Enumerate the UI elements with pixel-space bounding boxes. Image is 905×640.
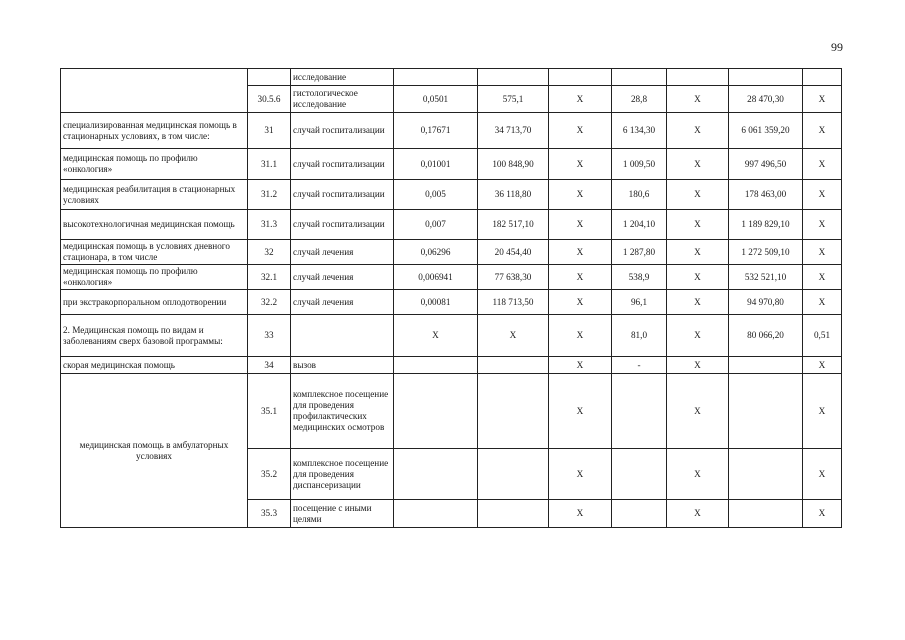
row-v1: Х xyxy=(394,315,478,357)
row-v6: 1 272 509,10 xyxy=(729,240,803,265)
row-number: 31.2 xyxy=(248,180,291,210)
row-v4 xyxy=(612,449,667,500)
table-row xyxy=(61,265,842,290)
row-v1: 0,17671 xyxy=(394,113,478,149)
row-v2: 100 848,90 xyxy=(478,149,549,180)
row-number: 35.2 xyxy=(248,449,291,500)
table-row xyxy=(61,149,842,180)
row-v4 xyxy=(612,374,667,449)
row-v5: Х xyxy=(667,210,729,240)
table-row xyxy=(61,240,842,265)
row-v3: Х xyxy=(549,357,612,374)
row-v4: 96,1 xyxy=(612,290,667,315)
row-v6 xyxy=(729,69,803,86)
row-v2 xyxy=(478,357,549,374)
row-v4: 28,8 xyxy=(612,86,667,113)
row-v3: Х xyxy=(549,290,612,315)
row-number: 35.3 xyxy=(248,500,291,528)
row-number: 30.5.6 xyxy=(248,86,291,113)
row-v3: Х xyxy=(549,265,612,290)
row-unit: комплексное посещение для проведения диспансеризации xyxy=(291,449,394,500)
table-row xyxy=(61,290,842,315)
row-v6 xyxy=(729,500,803,528)
row-v6 xyxy=(729,374,803,449)
row-number: 31.3 xyxy=(248,210,291,240)
row-unit: случай лечения xyxy=(291,240,394,265)
row-v4: 1 287,80 xyxy=(612,240,667,265)
row-v3: Х xyxy=(549,86,612,113)
row-name: высокотехнологичная медицинская помощь xyxy=(61,210,248,240)
row-name: специализированная медицинская помощь в стационарных условиях, в том числе: xyxy=(61,113,248,149)
row-unit: комплексное посещение для проведения профилактических медицинских осмотров xyxy=(291,374,394,449)
row-v7: Х xyxy=(803,357,842,374)
row-v6: 28 470,30 xyxy=(729,86,803,113)
row-v7: Х xyxy=(803,449,842,500)
row-v2: Х xyxy=(478,315,549,357)
row-v3 xyxy=(549,69,612,86)
row-v2 xyxy=(478,69,549,86)
row-unit: случай госпитализации xyxy=(291,149,394,180)
row-name xyxy=(61,69,248,113)
row-v7: Х xyxy=(803,500,842,528)
row-v6: 6 061 359,20 xyxy=(729,113,803,149)
row-v4: 1 204,10 xyxy=(612,210,667,240)
row-unit: случай лечения xyxy=(291,265,394,290)
row-v5: Х xyxy=(667,290,729,315)
row-v1: 0,06296 xyxy=(394,240,478,265)
row-v5: Х xyxy=(667,180,729,210)
row-v3: Х xyxy=(549,180,612,210)
row-v2: 20 454,40 xyxy=(478,240,549,265)
row-name: медицинская помощь по профилю «онкология» xyxy=(61,265,248,290)
row-v6: 532 521,10 xyxy=(729,265,803,290)
row-unit: случай лечения xyxy=(291,290,394,315)
row-v4: 1 009,50 xyxy=(612,149,667,180)
row-v2: 36 118,80 xyxy=(478,180,549,210)
row-v6: 80 066,20 xyxy=(729,315,803,357)
row-v3: Х xyxy=(549,500,612,528)
table-row xyxy=(61,210,842,240)
row-name: скорая медицинская помощь xyxy=(61,357,248,374)
row-v7: Х xyxy=(803,240,842,265)
row-v6 xyxy=(729,449,803,500)
row-v6: 1 189 829,10 xyxy=(729,210,803,240)
row-v1 xyxy=(394,449,478,500)
row-name: медицинская помощь в амбулаторных условиях xyxy=(61,374,248,528)
row-v1: 0,005 xyxy=(394,180,478,210)
row-number: 32 xyxy=(248,240,291,265)
row-unit: гистологическое исследование xyxy=(291,86,394,113)
row-v7 xyxy=(803,69,842,86)
row-v3: Х xyxy=(549,449,612,500)
table-row xyxy=(61,374,842,449)
row-v5: Х xyxy=(667,149,729,180)
row-v5: Х xyxy=(667,86,729,113)
row-v7: Х xyxy=(803,113,842,149)
row-v3: Х xyxy=(549,210,612,240)
services-table xyxy=(60,68,842,528)
row-v4: 180,6 xyxy=(612,180,667,210)
row-number: 31.1 xyxy=(248,149,291,180)
row-v3: Х xyxy=(549,240,612,265)
row-v1: 0,00081 xyxy=(394,290,478,315)
row-v7: Х xyxy=(803,86,842,113)
row-v2: 77 638,30 xyxy=(478,265,549,290)
row-v4 xyxy=(612,500,667,528)
row-v3: Х xyxy=(549,315,612,357)
row-v1 xyxy=(394,500,478,528)
row-v5: Х xyxy=(667,240,729,265)
row-v7: 0,51 xyxy=(803,315,842,357)
row-v5: Х xyxy=(667,113,729,149)
row-v7: Х xyxy=(803,180,842,210)
row-unit: случай госпитализации xyxy=(291,113,394,149)
row-number: 35.1 xyxy=(248,374,291,449)
row-v3: Х xyxy=(549,113,612,149)
row-unit: случай госпитализации xyxy=(291,210,394,240)
row-v2: 575,1 xyxy=(478,86,549,113)
row-v5: Х xyxy=(667,449,729,500)
row-v1: 0,0501 xyxy=(394,86,478,113)
row-v1 xyxy=(394,69,478,86)
row-v1: 0,007 xyxy=(394,210,478,240)
row-v5: Х xyxy=(667,357,729,374)
row-unit: вызов xyxy=(291,357,394,374)
row-v4 xyxy=(612,69,667,86)
row-v7: Х xyxy=(803,149,842,180)
row-number: 34 xyxy=(248,357,291,374)
row-v5 xyxy=(667,69,729,86)
row-v4: 6 134,30 xyxy=(612,113,667,149)
row-number: 32.1 xyxy=(248,265,291,290)
row-v2 xyxy=(478,449,549,500)
row-number: 33 xyxy=(248,315,291,357)
row-number xyxy=(248,69,291,86)
row-v4: 538,9 xyxy=(612,265,667,290)
row-unit: посещение с иными целями xyxy=(291,500,394,528)
row-name: медицинская реабилитация в стационарных условиях xyxy=(61,180,248,210)
row-v2: 34 713,70 xyxy=(478,113,549,149)
row-v6: 178 463,00 xyxy=(729,180,803,210)
row-name: медицинская помощь по профилю «онкология» xyxy=(61,149,248,180)
row-v1 xyxy=(394,357,478,374)
row-name: медицинская помощь в условиях дневного стационара, в том числе xyxy=(61,240,248,265)
table-row xyxy=(61,357,842,374)
row-name: при экстракорпоральном оплодотворении xyxy=(61,290,248,315)
row-v7: Х xyxy=(803,265,842,290)
row-v3: Х xyxy=(549,149,612,180)
row-v2: 118 713,50 xyxy=(478,290,549,315)
row-v1 xyxy=(394,374,478,449)
row-v3: Х xyxy=(549,374,612,449)
row-v5: Х xyxy=(667,265,729,290)
table-row xyxy=(61,315,842,357)
row-v5: Х xyxy=(667,374,729,449)
row-v5: Х xyxy=(667,315,729,357)
row-v7: Х xyxy=(803,374,842,449)
row-number: 31 xyxy=(248,113,291,149)
row-v6: 997 496,50 xyxy=(729,149,803,180)
row-v5: Х xyxy=(667,500,729,528)
row-v1: 0,01001 xyxy=(394,149,478,180)
row-v2 xyxy=(478,500,549,528)
row-v7: Х xyxy=(803,210,842,240)
table-row xyxy=(61,69,842,86)
row-v1: 0,006941 xyxy=(394,265,478,290)
row-v2: 182 517,10 xyxy=(478,210,549,240)
row-v6: 94 970,80 xyxy=(729,290,803,315)
table-row xyxy=(61,180,842,210)
row-v2 xyxy=(478,374,549,449)
row-unit xyxy=(291,315,394,357)
row-v4: - xyxy=(612,357,667,374)
row-number: 32.2 xyxy=(248,290,291,315)
row-name: 2. Медицинская помощь по видам и заболеваниям сверх базовой программы: xyxy=(61,315,248,357)
table-row xyxy=(61,113,842,149)
row-v6 xyxy=(729,357,803,374)
row-v4: 81,0 xyxy=(612,315,667,357)
row-v7: Х xyxy=(803,290,842,315)
row-unit: исследование xyxy=(291,69,394,86)
page-number: 99 xyxy=(831,40,843,54)
row-unit: случай госпитализации xyxy=(291,180,394,210)
